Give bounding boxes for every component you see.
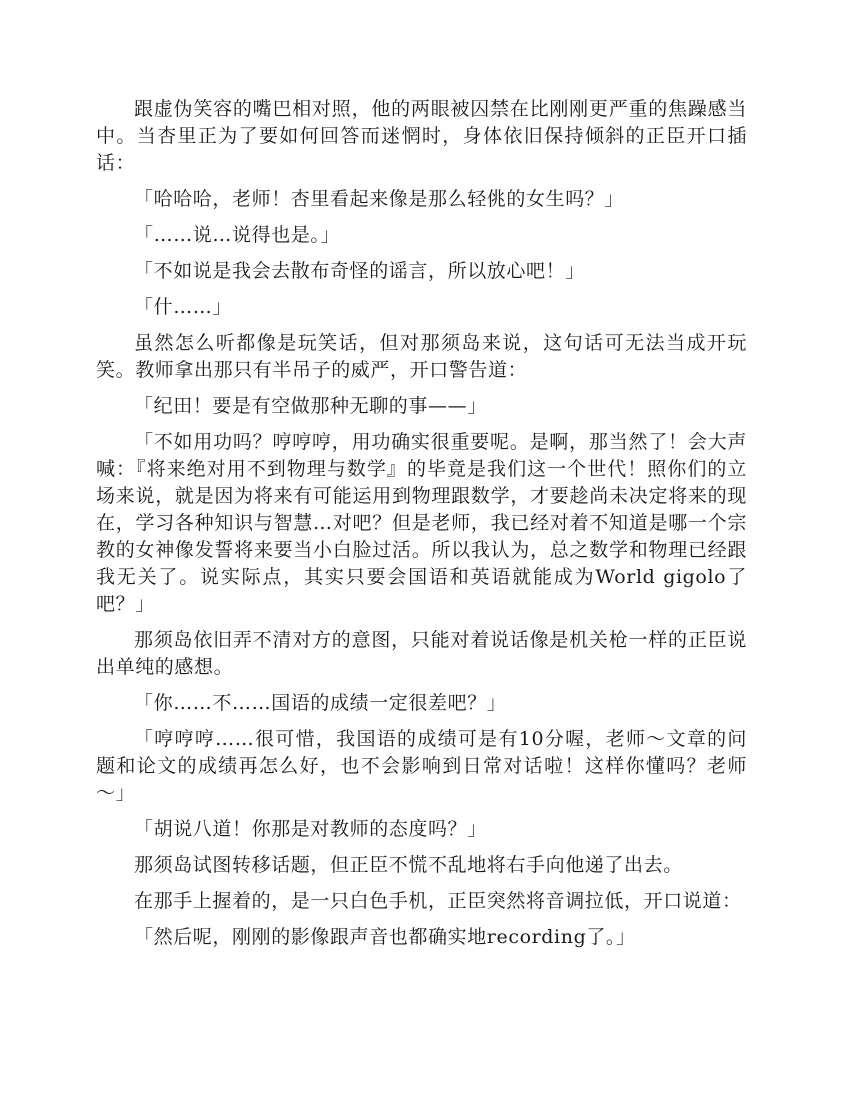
- paragraph: 「然后呢，刚刚的影像跟声音也都确实地recording了。」: [134, 926, 636, 948]
- paragraph: 「胡说八道！你那是对教师的态度吗？」: [134, 818, 487, 840]
- paragraph: 「什……」: [134, 296, 233, 318]
- paragraph: 虽然怎么听都像是玩笑话，但对那须岛来说，这句话可无法当成开玩笑。教师拿出那只有半吊子的威严，开口警告道：: [96, 332, 747, 381]
- document-body: [96, 96, 747, 960]
- paragraph: 「……说…说得也是。」: [134, 224, 341, 246]
- paragraph: 在那手上握着的，是一只白色手机，正臣突然将音调拉低，开口说道：: [134, 890, 742, 912]
- paragraph: 「不如用功吗？哼哼哼，用功确实很重要呢。是啊，那当然了！会大声喊：『将来绝对用不到物理与数学』的毕竟是我们这一个世代！照你们的立场来说，就是因为将来有可能运用到物理跟数学，才要趁尚未决定将来的现在，学习各种知识与智慧…对吧？但是老师，我已经对着不知道是哪一个宗教的女神像发誓将来要当小白脸过活。所以我认为，总之数学和物理已经跟我无关了。说实际点，其实只要会国语和英语就能成为World gigolo了吧？」: [96, 431, 747, 615]
- paragraph: 那须岛依旧弄不清对方的意图，只能对着说话像是机关枪一样的正臣说出单纯的感想。: [96, 629, 747, 678]
- paragraph: 「不如说是我会去散布奇怪的谣言，所以放心吧！」: [134, 260, 585, 282]
- paragraph: 「哼哼哼……很可惜，我国语的成绩可是有10分喔，老师～文章的问题和论文的成绩再怎么好，也不会影响到日常对话啦！这样你懂吗？老师～」: [96, 728, 747, 804]
- paragraph: 跟虚伪笑容的嘴巴相对照，他的两眼被囚禁在比刚刚更严重的焦躁感当中。当杏里正为了要如何回答而迷惘时，身体依旧保持倾斜的正臣开口插话：: [96, 98, 747, 174]
- paragraph: 「纪田！要是有空做那种无聊的事——」: [134, 395, 487, 417]
- paragraph: 那须岛试图转移话题，但正臣不慌不乱地将右手向他递了出去。: [134, 854, 683, 876]
- paragraph: 「你……不……国语的成绩一定很差吧？」: [134, 692, 507, 714]
- paragraph: 「哈哈哈，老师！杏里看起来像是那么轻佻的女生吗？」: [134, 188, 625, 210]
